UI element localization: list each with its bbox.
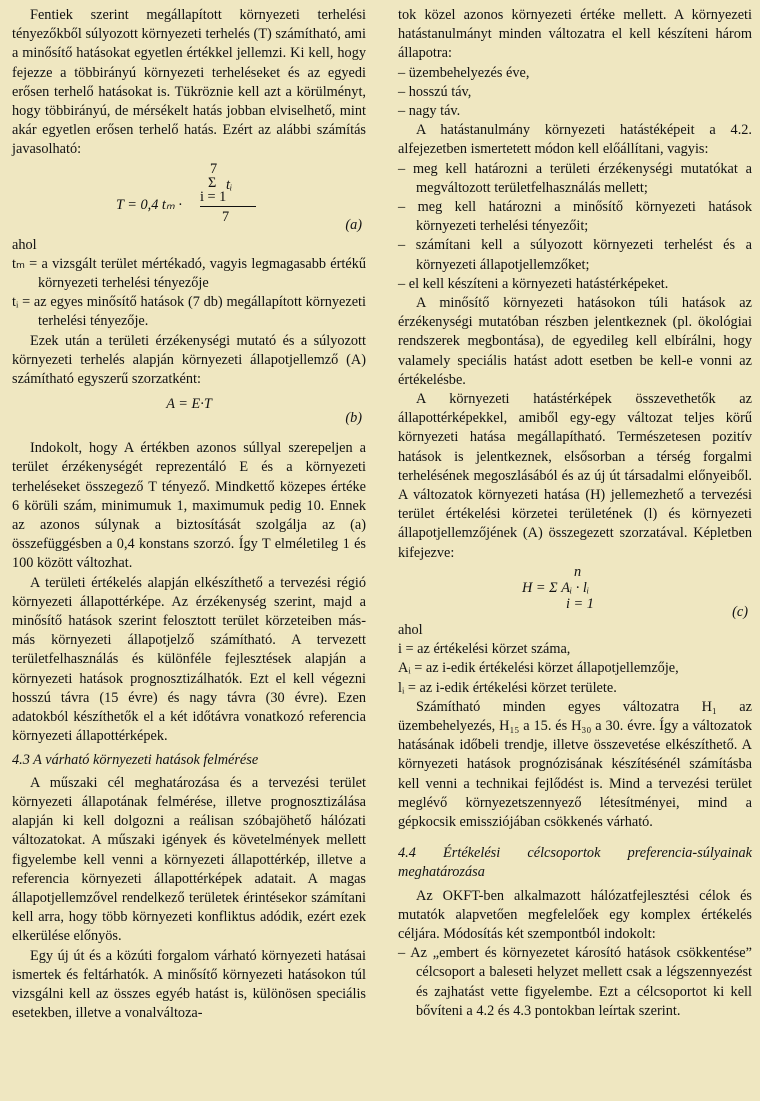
sum-upper-limit: n [574,563,582,580]
paragraph: A minősítő környezeti hatásokon túli hatások az érzékenységi mutatóban részben jelentkeznek (pl. ökológiai rendszerek megbontása), de egyedileg kell elbírálni, hogy valamely speciális hatást adott esetben be kell-e vonni az értékelésbe. [398,295,752,388]
spacer [398,832,752,840]
list-item-text: meg kell határozni a minősítő környezeti hatások környezeti terhelési tényezőit; [416,199,752,235]
paragraph: Az OKFT-ben alkalmazott hálózatfejlesztési célok és mutatók alapvetően megfelelőek egy komplex értékelés céljára. Módosítás két szempontból indokolt: [398,887,752,942]
fraction-line [200,206,256,207]
list-item-text: nagy táv. [408,103,461,120]
definition-ti: tᵢ = az egyes minősítő hatások (7 db) megállapított környezeti terhelési tényezője. [12,294,366,330]
sum-upper-limit: 7 [210,160,218,177]
definition-ai: Aᵢ = az i-edik értékelési körzet állapotjellemzője, [398,660,679,677]
list-item-text: számítani kell a súlyozott környezeti terhelést és a környezeti állapotjellemzőket; [415,237,752,273]
list-item: – Az „embert és környezetet károsító hatások csökkentése” célcsoport a baleseti helyzet mellett csak a légszennyezést és zajhatást vette figyelembe. Ezt a célcsoportot ki kell bővíteni a 4.2 és 4.3 pontokban leírtak szerint. [398,945,752,1019]
list-item: – üzembehelyezés éve, [398,64,530,81]
list-item: – meg kell határozni a minősítő környezeti hatások környezeti terhelési tényezőit; [398,199,752,235]
paragraph: tok közel azonos környezeti értéke mellett. A környezeti hatástanulmányt minden változatra el kell készíteni három állapotra: [398,7,752,62]
formula-expression: A = E·T [166,396,212,413]
sum-term: tᵢ [226,176,233,193]
list-item: – el kell készíteni a környezeti hatástérképeket. [398,275,669,292]
list-item: – számítani kell a súlyozott környezeti terhelést és a környezeti állapotjellemzőket; [398,237,752,273]
paragraph: Fentiek szerint megállapított környezeti terhelési tényezőkből súlyozott környezeti terhelés (T) számítható, ami a minősítő hatásokat egyetlen értékkel jellemzi. Ki kell, hogy fejezze a többirányú környezeti terheléseket és az egyedi erősen terhelő hatásokat is. Tükröznie kell azt a körülményt, hogy többirányú, de mérsékelt hatás jobban elviselhető, mint akár egyetlen erősen terhelő hatás. Ezért az alábbi számítás javasolható: [12,7,366,158]
paragraph: Egy új út és a közúti forgalom várható környezeti hatásai ismertek és feltárhatók. A minősítő környezeti hatásokon túl vizsgálni kell az összes egyéb hatást is, különösen speciális esetekben, illetve a vonalváltoza- [12,947,366,1022]
formula-a [12,160,366,236]
formula-c [398,563,752,621]
paragraph: A környezeti hatástérképek összevethetők az állapottérképekkel, amiből egy-egy változat teljes körű környezeti hatása megállapítható. Természetesen pozitív hatások is jelentkeznek, elsősorban a térség forgalmi terhelésének megoszlásából és az új út társadalmi előnyeiből. A változatok környezeti hatása (H) jellemezhető a tervezési terület értékelési körzetei területének (l) és környezeti állapotjellemzőjének (A) összegezett szorzatával. Képletben kifejezve: [398,391,752,561]
paragraph: A területi értékelés alapján elkészíthető a tervezési régió környezeti állapottérképe. Az érzékenység szerint, majd a minősítő hatások szerint felosztott terület körzeteiben más-más környezeti állapotjelző számítható. A tervezett területfelhasználás és különféle fejlesztések alapján a környezeti hatások prognosztizálhatók. Ezt el kell végezni hosszú távra (15 évre) és nagy távra (30 évre). Ezen adatokból készíthetők el a két időtávra vonatkozó referencia környezeti állapottérképek. [12,574,366,745]
sum-index: i = 1 [566,595,594,612]
paragraph: Számítható minden egyes változatra H₁ az üzembehelyezés, H₁₅ a 15. és H₃₀ a 30. évre. Így a változatok hatásának időbeli trendje, illetve összevetése elkészíthető. A környezeti hatások prognózisának készítésénél számításba kell venni a technikai fejlődést is. Mind a tervezési terület meglévő környezetszennyező létesítményei, mind a gépkocsik emissziójában csökkenés várható. [398,698,752,830]
paragraph: Indokolt, hogy A értékben azonos súllyal szerepeljen a terület érzékenységét reprezentáló E és a környezeti terheléseket összegező T tényező. Mindkettő közepes értéke 6 körüli szám, minimumuk 1, maximumuk pedig 10. Ennek az azonos súlynak a biztosítását szolgálja az (a) összefüggésben a 0,4 konstans szorzó. Így T elméletileg 1 és 100 között változhat. [12,440,366,572]
list-item: – meg kell határozni a területi érzékenységi mutatókat a megváltozott területfelhasználás mellett; [398,160,752,196]
ahol-label: ahol [12,236,37,253]
section-heading: 4.4 Értékelési célcsoportok preferencia-súlyainak meghatározása [398,845,752,881]
list-item-text: hosszú táv, [408,83,472,100]
paragraph: A hatástanulmány környezeti hatástéképeit a 4.2. alfejezetben ismertetett módon kell előállítani, vagyis: [398,122,752,158]
list-item-text: el kell készíteni a környezeti hatástérképeket. [408,275,669,292]
left-column [12,6,366,1023]
fraction-denominator: 7 [222,208,230,225]
equation-tag: (a) [345,216,362,233]
formula-b [12,389,366,439]
equation-tag: (c) [732,603,748,620]
section-heading: 4.3 A várható környezeti hatások felmérése [12,751,259,768]
list-item-text: meg kell határozni a területi érzékenységi mutatókat a megváltozott területfelhasználás mellett; [412,160,752,196]
list-item: – hosszú táv, [398,83,472,100]
sum-symbol: Σ [208,174,217,191]
list-item-text: Az „embert és környezetet károsító hatások csökkentése” célcsoport a baleseti helyzet mellett csak a légszennyezést és zajhatást vette figyelembe. Ezt a célcsoportot ki kell bővíteni a 4.2 és 4.3 pontokban leírtak szerint. [410,945,752,1019]
equation-tag: (b) [345,410,362,427]
list-item: – nagy táv. [398,103,461,120]
paragraph: A műszaki cél meghatározása és a tervezési terület környezeti állapotának felmérése, illetve prognosztizálása alapján ki kell dolgozni a reálisan szóbajöhető hálózati változatokat. A műszaki igények és követelmények mellett figyelembe kell venni a környezeti állapottérkép, illetve a referencia környezeti állapottérképek adatait. A magas állapotjellemzővel rendelkező területek érintésekor számítani kell arra, hogy több környezeti konfliktus adódik, ezért ezek elkerülése előnyös. [12,774,366,945]
definition-li: lᵢ = az i-edik értékelési körzet területe. [398,679,617,696]
paragraph: Ezek után a területi érzékenységi mutató és a súlyozott környezeti terhelés alapján környezeti állapotjellemző (A) számítható egyszerű szorzatként: [12,332,366,388]
definition-i: i = az értékelési körzet száma, [398,641,571,658]
formula-lhs: T = 0,4 tₘ · [116,196,182,213]
sum-index: i = 1 [200,188,227,205]
formula-expression: H = Σ Aᵢ · lᵢ [522,579,590,596]
right-column [398,6,752,1021]
list-item-text: üzembehelyezés éve, [408,64,530,81]
ahol-label: ahol [398,621,423,638]
definition-tm: tₘ = a vizsgált terület mértékadó, vagyis legmagasabb értékű környezeti terhelési tényezője [12,255,366,292]
